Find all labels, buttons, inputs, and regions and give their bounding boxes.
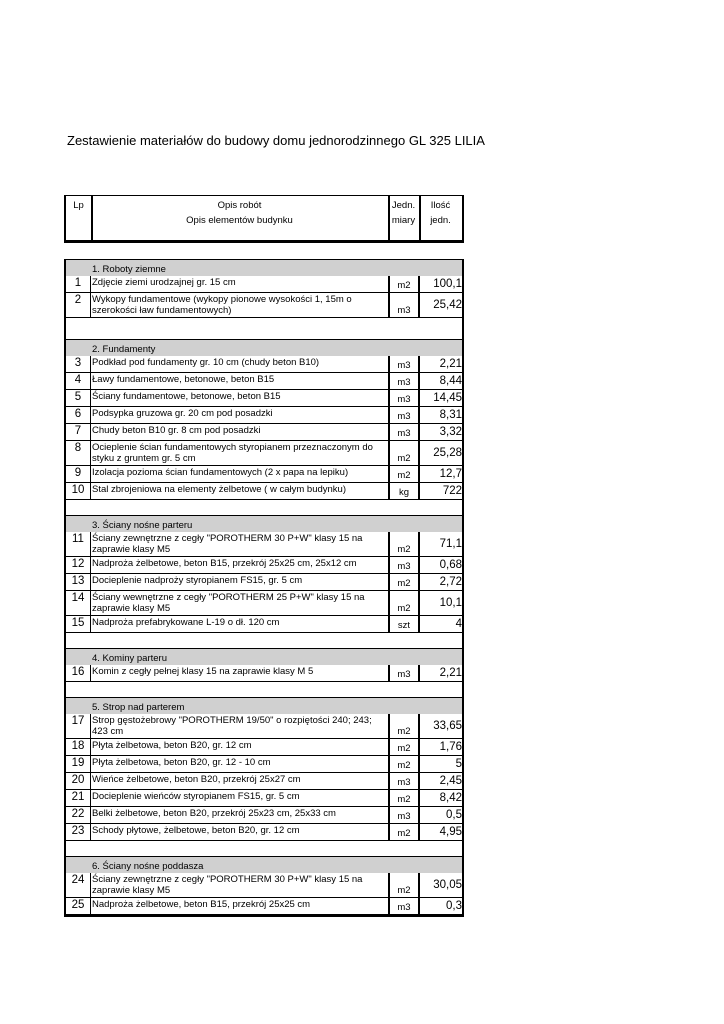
row-quantity: 25,28 (433, 447, 462, 459)
row-description: Nadproża żelbetowe, beton B15, przekrój 25x25 cm, 25x12 cm (92, 558, 357, 569)
row-number: 12 (66, 557, 91, 573)
row-description: Ściany zewnętrzne z cegły "POROTHERM 30 P+W" klasy 15 na zaprawie klasy M5 (92, 874, 363, 896)
row-number: 4 (66, 373, 91, 389)
table-row (66, 873, 462, 898)
row-description: Płyta żelbetowa, beton B20, gr. 12 - 10 cm (92, 757, 271, 768)
row-number: 9 (66, 466, 91, 482)
table-row (66, 276, 462, 293)
header-lp-cell (66, 196, 93, 240)
row-quantity: 33,65 (433, 720, 462, 732)
row-description: Chudy beton B10 gr. 8 cm pod posadzki (92, 425, 261, 436)
row-unit: m2 (388, 574, 420, 590)
table-row (66, 466, 462, 483)
row-description: Nadproża prefabrykowane L-19 o dł. 120 cm (92, 617, 280, 628)
header-jedn-cell (388, 196, 421, 240)
row-unit: m2 (388, 790, 420, 806)
spacer-row (66, 633, 462, 649)
header-table (64, 195, 464, 243)
row-description: Strop gęstożebrowy "POROTHERM 19/50" o rozpiętości 240; 243; 423 cm (92, 715, 372, 737)
row-unit: m3 (388, 356, 420, 372)
spacer-row (66, 318, 462, 340)
row-unit: m3 (388, 390, 420, 406)
row-unit: m2 (388, 591, 420, 615)
row-quantity: 722 (442, 485, 462, 497)
row-unit: m3 (388, 557, 420, 573)
table-row (66, 616, 462, 633)
row-number: 20 (66, 773, 91, 789)
row-unit: m3 (388, 293, 420, 317)
row-number: 19 (66, 756, 91, 772)
section-header (66, 698, 462, 714)
row-description: Podsypka gruzowa gr. 20 cm pod posadzki (92, 408, 273, 419)
row-number: 2 (66, 293, 91, 317)
row-quantity: 25,42 (433, 299, 462, 311)
document-title: Zestawienie materiałów do budowy domu jednorodzinnego GL 325 LILIA (67, 133, 485, 148)
row-unit: m2 (388, 466, 420, 482)
header-miary: miary (391, 215, 416, 226)
row-unit: m2 (388, 441, 420, 465)
spacer-row (66, 500, 462, 516)
row-description: Nadproża żelbetowe, beton B15, przekrój 25x25 cm (92, 899, 311, 910)
row-quantity: 100,1 (433, 278, 462, 290)
row-quantity: 30,05 (433, 879, 462, 891)
row-description: Docieplenie wieńców styropianem FS15, gr. 5 cm (92, 791, 300, 802)
row-unit: m3 (388, 407, 420, 423)
row-quantity: 0,5 (446, 809, 462, 821)
row-description: Ściany fundamentowe, betonowe, beton B15 (92, 391, 281, 402)
row-description: Wieńce żelbetowe, beton B20, przekrój 25x27 cm (92, 774, 301, 785)
row-number: 10 (66, 483, 91, 499)
table-row (66, 665, 462, 682)
row-number: 8 (66, 441, 91, 465)
section-title: 6. Ściany nośne poddasza (92, 861, 204, 872)
row-quantity: 3,32 (439, 426, 462, 438)
row-number: 11 (66, 532, 91, 556)
table-row (66, 824, 462, 841)
row-unit: m3 (388, 807, 420, 823)
table-row (66, 373, 462, 390)
table-row (66, 773, 462, 790)
row-unit: m2 (388, 824, 420, 840)
row-description: Belki żelbetowe, beton B20, przekrój 25x23 cm, 25x33 cm (92, 808, 336, 819)
table-row (66, 591, 462, 616)
row-quantity: 12,7 (439, 468, 462, 480)
row-number: 6 (66, 407, 91, 423)
row-unit: m3 (388, 898, 420, 914)
section-title: 1. Roboty ziemne (92, 264, 166, 275)
table-row (66, 356, 462, 373)
header-jedn-2: jedn. (430, 215, 451, 226)
row-unit: m2 (388, 739, 420, 755)
row-quantity: 2,45 (439, 775, 462, 787)
row-description: Podkład pod fundamenty gr. 10 cm (chudy beton B10) (92, 357, 320, 368)
row-quantity: 2,72 (439, 576, 462, 588)
row-quantity: 0,68 (439, 559, 462, 571)
row-quantity: 5 (455, 758, 462, 770)
section-title: 4. Kominy parteru (92, 653, 167, 664)
header-opis-cell (91, 196, 390, 240)
row-description: Docieplenie nadproży styropianem FS15, gr. 5 cm (92, 575, 303, 586)
table-row (66, 574, 462, 591)
materials-table (64, 259, 464, 917)
row-unit: m3 (388, 665, 420, 681)
row-unit: m3 (388, 773, 420, 789)
row-quantity: 14,45 (433, 392, 462, 404)
row-quantity: 71,1 (439, 538, 462, 550)
row-description: Ściany zewnętrzne z cegły "POROTHERM 30 P+W" klasy 15 na zaprawie klasy M5 (92, 533, 363, 555)
row-description: Schody płytowe, żelbetowe, beton B20, gr. 12 cm (92, 825, 300, 836)
table-row (66, 739, 462, 756)
section-title: 5. Strop nad parterem (92, 702, 185, 713)
row-quantity: 2,21 (439, 667, 462, 679)
row-unit: m3 (388, 373, 420, 389)
row-description: Stal zbrojeniowa na elementy żelbetowe ( w całym budynku) (92, 484, 346, 495)
row-unit: m2 (388, 532, 420, 556)
row-number: 24 (66, 873, 91, 897)
section-header (66, 649, 462, 665)
table-row (66, 557, 462, 574)
row-description: Płyta żelbetowa, beton B20, gr. 12 cm (92, 740, 252, 751)
row-quantity: 4 (455, 618, 462, 630)
row-number: 23 (66, 824, 91, 840)
row-unit: m2 (388, 873, 420, 897)
table-row (66, 898, 462, 915)
row-quantity: 8,44 (439, 375, 462, 387)
row-unit: kg (388, 483, 420, 499)
header-ilosc-cell (419, 196, 462, 240)
table-row (66, 293, 462, 318)
header-lp: Lp (73, 200, 84, 211)
row-quantity: 8,31 (439, 409, 462, 421)
row-description: Wykopy fundamentowe (wykopy pionowe wysokości 1, 15m o szerokości ław fundamentowych) (92, 294, 352, 316)
row-quantity: 0,3 (446, 900, 462, 912)
row-number: 18 (66, 739, 91, 755)
row-description: Ocieplenie ścian fundamentowych styropianem przeznaczonym do styku z gruntem gr. 5 cm (92, 442, 373, 464)
row-unit: m2 (388, 756, 420, 772)
row-unit: m2 (388, 714, 420, 738)
header-jedn: Jedn. (391, 200, 416, 211)
spacer-row (66, 682, 462, 698)
row-number: 13 (66, 574, 91, 590)
row-number: 22 (66, 807, 91, 823)
table-row (66, 532, 462, 557)
row-number: 21 (66, 790, 91, 806)
header-ilosc: Ilość (430, 200, 451, 211)
section-header (66, 340, 462, 356)
row-number: 7 (66, 424, 91, 440)
row-unit: szt (388, 616, 420, 632)
row-quantity: 2,21 (439, 358, 462, 370)
table-row (66, 714, 462, 739)
section-header (66, 857, 462, 873)
row-description: Komin z cegły pełnej klasy 15 na zaprawie klasy M 5 (92, 666, 314, 677)
table-row (66, 483, 462, 500)
row-description: Izolacja pozioma ścian fundamentowych (2 x papa na lepiku) (92, 467, 349, 478)
table-row (66, 441, 462, 466)
row-unit: m2 (388, 276, 420, 292)
row-quantity: 1,76 (439, 741, 462, 753)
row-number: 16 (66, 665, 91, 681)
row-quantity: 10,1 (439, 597, 462, 609)
row-unit: m3 (388, 424, 420, 440)
spacer-row (66, 841, 462, 857)
row-number: 14 (66, 591, 91, 615)
table-row (66, 756, 462, 773)
row-description: Ławy fundamentowe, betonowe, beton B15 (92, 374, 275, 385)
header-opis-robot: Opis robót (217, 200, 262, 211)
table-row (66, 807, 462, 824)
row-number: 1 (66, 276, 91, 292)
row-number: 17 (66, 714, 91, 738)
section-title: 2. Fundamenty (92, 344, 156, 355)
table-row (66, 407, 462, 424)
row-number: 25 (66, 898, 91, 914)
section-header (66, 516, 462, 532)
header-opis-elementow: Opis elementów budynku (186, 215, 293, 226)
row-quantity: 8,42 (439, 792, 462, 804)
row-description: Zdjęcie ziemi urodzajnej gr. 15 cm (92, 277, 236, 288)
section-header (66, 260, 462, 276)
row-number: 3 (66, 356, 91, 372)
table-row (66, 790, 462, 807)
row-number: 5 (66, 390, 91, 406)
row-quantity: 4,95 (439, 826, 462, 838)
table-row (66, 390, 462, 407)
section-title: 3. Ściany nośne parteru (92, 520, 193, 531)
row-description: Ściany wewnętrzne z cegły "POROTHERM 25 P+W" klasy 15 na zaprawie klasy M5 (92, 592, 365, 614)
row-number: 15 (66, 616, 91, 632)
table-row (66, 424, 462, 441)
